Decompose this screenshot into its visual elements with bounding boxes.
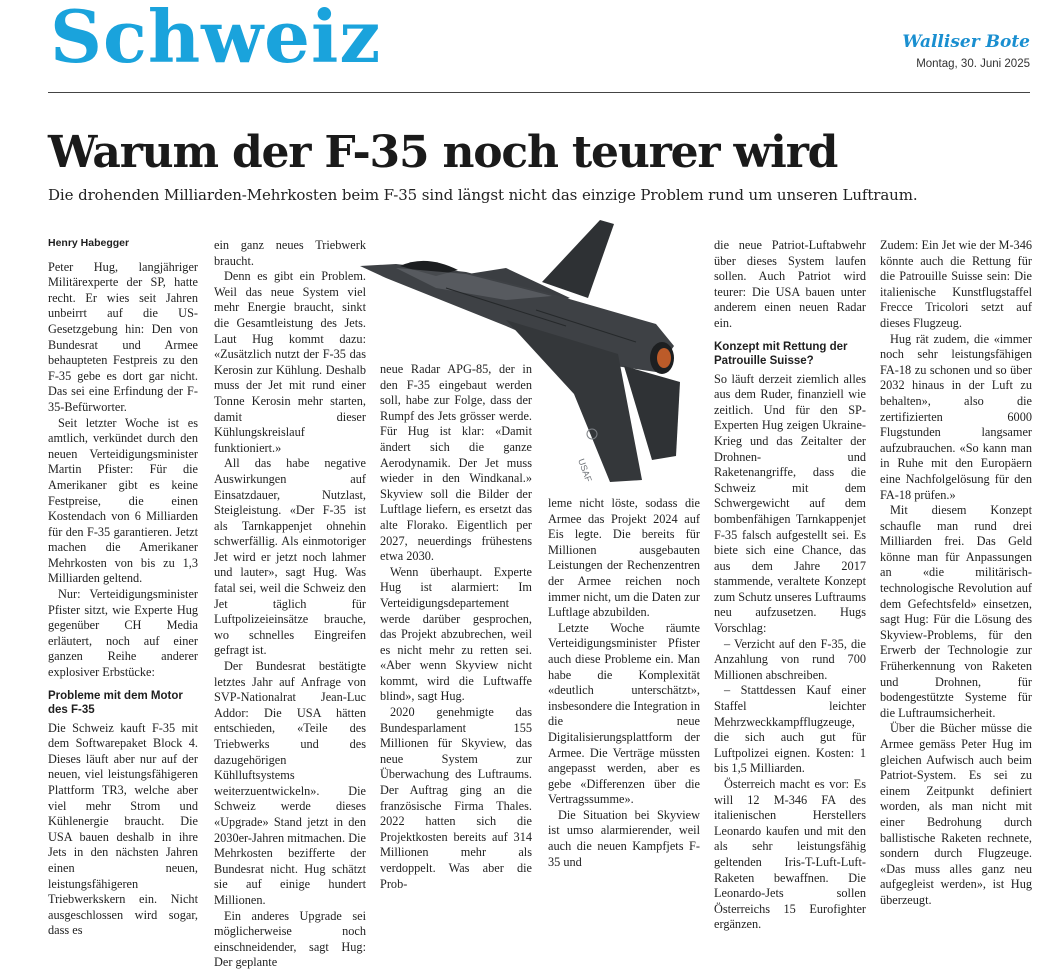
paragraph: Hug rät zudem, die «immer noch sehr leistungsfähigen FA-18 zu schonen und so über 2032 hinaus in der Luft zu behalten», also die zertifizierten 6000 Flugstunden langsamer aufzubrauchen. «So kann man in Ruhe mit den Europäern eine Nachfolgelösung für den FA-18 prüfen.»	[880, 331, 1032, 502]
paragraph: 2020 genehmigte das Bundesparlament 155 Millionen für Skyview, das neue System zur Überwachung des Luftraums. Der Auftrag ging an die französische Firma Thales. 2022 hatten sich die Projektkosten bereits auf 314 Millionen mehr als verdoppelt. Was aber die Prob-	[380, 705, 532, 891]
paragraph: Mit diesem Konzept schaufle man rund drei Milliarden frei. Das Geld könne man für Anpassungen an «die militärisch-technologische Revolution auf dem Gefechtsfeld» einsetzen, sagt Hug: Für die Lösung des Skyview-Problems, für den Erwerb der Technologie zur Früherkennung von Raketen und Drohnen, für bodengestützte Systeme für die Luftraumsicherheit.	[880, 503, 1032, 720]
paragraph: Denn es gibt ein Problem. Weil das neue System viel mehr Energie braucht, sinkt die Gesamtleistung des Jets. Laut Hug kommt dazu: «Zusätzlich nutzt der F-35 das Kerosin zur Kühlung. Deshalb muss der Jet mit rund einer Tonne Kerosin mehr starten, damit dieser Kühlungskreislauf funktioniert.»	[214, 269, 366, 455]
subheading: Konzept mit Rettung der Patrouille Suisse?	[714, 340, 848, 367]
svg-text:USAF: USAF	[576, 457, 594, 484]
column-5	[714, 238, 866, 932]
paragraph: Ein anderes Upgrade sei möglicherweise noch einschneidender, sagt Hug: Der geplante	[214, 908, 366, 970]
paragraph: Die Situation bei Skyview ist umso alarmierender, weil auch die neuen Kampfjets F-35 und	[548, 807, 700, 869]
column-4	[548, 496, 700, 869]
column-2	[214, 238, 366, 970]
paragraph: Letzte Woche räumte Verteidigungsminister Pfister auch diese Probleme ein. Man habe die Komplexität «deutlich unterschätzt», insbesondere die Integration in die neue Digitalisierungsplattform der Armee. Die Verträge müssten angepasst werden, aber es gebe «Differenzen über die Vertragssumme».	[548, 620, 700, 807]
paragraph: leme nicht löste, sodass die Armee das Projekt 2024 auf Eis legte. Die bereits für Millionen ausgebauten Leistungen der Rechenzentren der Armee reichen noch immer nicht, um die Daten zur Luftlage abzubilden.	[548, 496, 700, 620]
column-6	[880, 238, 1032, 907]
section-title: Schweiz	[50, 0, 382, 79]
paragraph: So läuft derzeit ziemlich alles aus dem Ruder, finanziell wie zeitlich. Und für den SP-Experten Hug zeigen Ukraine-Krieg und das Zeitalter der Drohnen- und Raketenangriffe, dass die Schweiz mit dem Schwergewicht auf dem bombenfähigen Tarnkappenjet F-35 falsch aufgestellt sei. Es biete sich eine Chance, das aus dem Jahre 2017 stammende, veraltete Konzept zum Schutz unseres Luftraums neu aufzusetzen. Hugs Vorschlag:	[714, 371, 866, 636]
jet-tail-upper	[542, 220, 614, 298]
paragraph: Die Schweiz kauft F-35 mit dem Softwarepaket Block 4. Dieses läuft aber nur auf der neuen, viel leistungsfähigeren Plattform TR3, welche aber viel mehr Strom und Kühlenergie braucht. Die USA bauen deshalb in ihre Jets in den nächsten Jahren einen neuen, leistungsfähigeren Triebwerkskern ein. Nicht ausgeschlossen wird sogar, dass es	[48, 720, 198, 938]
paragraph: Nur: Verteidigungsminister Pfister sitzt, wie Experte Hug gegenüber CH Media erläutert, noch auf einer ganzen Reihe anderer explosiver Erbstücke:	[48, 587, 198, 680]
paragraph: Über die Bücher müsse die Armee gemäss Peter Hug im gleichen Aufwisch auch beim Patriot-System. Es sei zu einem Zeitpunkt definiert worden, als man nicht mit einer Bedrohung durch ballistische Raketen rechnete, sondern durch Flugzeuge. «Das muss alles ganz neu aufgegleist werden», ist Hug überzeugt.	[880, 721, 1032, 907]
paragraph: die neue Patriot-Luftabwehr über dieses System laufen sollen. Auch Patriot wird teurer: Die USA bauen unter anderem einen neuen Radar ein.	[714, 238, 866, 330]
masthead-divider	[48, 92, 1030, 93]
newspaper-logo: Walliser Bote	[902, 32, 1030, 52]
paragraph: neue Radar APG-85, der in den F-35 eingebaut werden soll, habe zur Folge, dass der Rumpf des Jets grösser werde. Für Hug ist klar: «Damit ändert sich die ganze Aerodynamik. Der Jet muss wieder in den Windkanal.» Skyview soll die Bilder der Luftlage liefern, es ersetzt das alte Florako. Eigentlich per 2027, neuerdings frühestens etwa 2030.	[380, 362, 532, 564]
column-1	[48, 236, 198, 938]
paragraph: – Stattdessen Kauf einer Staffel leichter Mehrzweckkampfflugzeuge, die sich auch gut für Luftpolizei eignen. Kosten: 1 bis 1,5 Milliarden.	[714, 683, 866, 776]
article-headline: Warum der F-35 noch teurer wird	[48, 127, 838, 178]
paragraph: Seit letzter Woche ist es amtlich, verkündet durch den neuen Verteidigungsminister Martin Pfister: Für die Amerikaner gibt es keine Festpreise, die einen Kostendach von 6 Milliarden für den F-35 garantieren. Jetzt machen die Amerikaner Mehrkosten von bis zu 1,3 Milliarden geltend.	[48, 415, 198, 586]
paragraph: Österreich macht es vor: Es will 12 M-346 FA des italienischen Herstellers Leonardo kaufen und mit den als sehr leistungsfähig geltenden Iris-T-Luft-Luft-Raketen bewaffnen. Die Leonardo-Jets sollen Österreichs 15 Eurofighter ergänzen.	[714, 777, 866, 932]
paragraph: All das habe negative Auswirkungen auf Einsatzdauer, Nutzlast, Steigleistung. «Der F-35 ist als Tarnkappenjet ohnehin schwerfällig. Als einmotoriger Jet wird er jetzt noch lahmer und lauter», sagt Hug. Was fatal sei, weil die Schweiz den Jet täglich für Luftpolizeieinsätze brauche, wo schnelles Eingreifen gefragt ist.	[214, 456, 366, 658]
paragraph: Zudem: Ein Jet wie der M-346 könnte auch die Rettung für die Patrouille Suisse sein: Die italienische Kunstflugstaffel Frecce Tricolori setzt auf dieses Flugzeug.	[880, 238, 1032, 330]
paragraph: – Verzicht auf den F-35, die Anzahlung von rund 700 Millionen abschreiben.	[714, 636, 866, 682]
issue-date: Montag, 30. Juni 2025	[916, 58, 1030, 70]
author-byline: Henry Habegger	[48, 237, 130, 249]
f35-jet-photo	[356, 214, 708, 486]
subheading: Probleme mit dem Motor des F-35	[48, 689, 183, 716]
paragraph: ein ganz neues Triebwerk braucht.	[214, 238, 366, 268]
paragraph: Der Bundesrat bestätigte letztes Jahr auf Anfrage von SVP-Nationalrat Jean-Luc Addor: Die USA hätten entschieden, «Teile des Triebwerks und des dazugehörigen Kühlluftsystems weiterzuentwickeln». Die Schweiz werde dieses «Upgrade» Stand jetzt in den 2030er-Jahren mitmachen. Die Mehrkosten bezifferte der Bundesrat nicht. Hug schätzt sie auf einige hundert Millionen.	[214, 659, 366, 907]
article-lead: Die drohenden Milliarden-Mehrkosten beim F-35 sind längst nicht das einzige Problem rund um unseren Luftraum.	[48, 186, 918, 204]
masthead	[48, 0, 1030, 92]
paragraph: Peter Hug, langjähriger Militärexperte der SP, hatte recht. Er wies seit Jahren unbeirrt auf die US-Gesetzgebung hin: Den von Bundesrat und Armee behaupteten Festpreis zu den F-35 gebe es dort gar nicht. Das sei eine Erfindung der F-35-Befürworter.	[48, 259, 198, 414]
paragraph: Wenn überhaupt. Experte Hug ist alarmiert: Im Verteidigungsdepartement werde darüber gesprochen, das Projekt abzubrechen, weil es nicht mehr zu retten sei. «Aber wenn Skyview nicht kommt, wird die Luftwaffe blind», sagt Hug.	[380, 564, 532, 704]
